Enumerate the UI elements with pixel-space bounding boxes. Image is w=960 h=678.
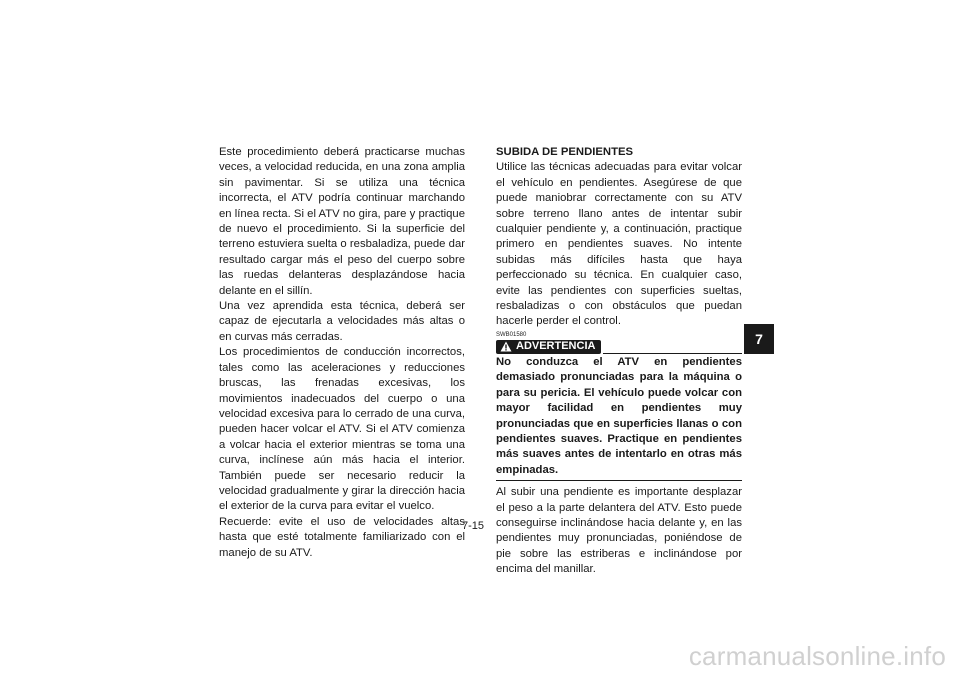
chapter-tab: 7 xyxy=(744,324,774,354)
divider xyxy=(496,480,742,481)
reference-code: SWB01580 xyxy=(496,331,527,338)
right-column xyxy=(496,145,742,578)
warning-header xyxy=(496,340,742,354)
paragraph: Este procedimiento deberá practicarse muchas veces, a velocidad reducida, en una zona amplia sin pavimentar. Si se utiliza una técnica incorrecta, el ATV podría continuar marchando en línea recta. Si el ATV no gira, pare y practique de nuevo el procedimiento. Si la superficie del terreno estuviera suelta o resbaladiza, puede dar resultado cargar más el peso del cuerpo sobre las ruedas delanteras desplazándose hacia delante en el sillín. xyxy=(219,146,465,297)
divider xyxy=(603,353,742,354)
page-number: 7-15 xyxy=(462,520,485,532)
warning-label: ADVERTENCIA xyxy=(516,340,596,353)
watermark: carmanualsonline.info xyxy=(688,641,946,671)
paragraph: Recuerde: evite el uso de velocidades altas hasta que esté totalmente familiarizado con el manejo de su ATV. xyxy=(219,515,465,559)
warning-badge xyxy=(496,340,601,354)
paragraph: Utilice las técnicas adecuadas para evitar volcar el vehículo en pendientes. Asegúrese de que puede maniobrar correctamente con su ATV sobre terreno llano antes de intentar subir cualquier pendiente y, a continuación, practique primero en pendientes suaves. No intente subidas más difíciles hasta que haya perfeccionado su técnica. En cualquier caso, evite las pendientes con superficies sueltas, resbaladizas o con obstáculos que puedan hacerle perder el control. xyxy=(496,161,742,328)
warning-triangle-icon xyxy=(500,341,512,352)
section-heading: SUBIDA DE PENDIENTES xyxy=(496,146,634,158)
paragraph: Una vez aprendida esta técnica, deberá ser capaz de ejecutarla a velocidades más altas o en curvas más cerradas. xyxy=(219,300,465,343)
left-column xyxy=(219,145,465,561)
paragraph: Al subir una pendiente es importante desplazar el peso a la parte delantera del ATV. Esto puede conseguirse inclinándose hacia delante y, en las pendientes muy pronunciadas, poniéndose de pie sobre las estriberas e inclinándose por encima del manillar. xyxy=(496,486,742,576)
paragraph: Los procedimientos de conducción incorrectos, tales como las aceleraciones y reducciones bruscas, las frenadas excesivas, los movimientos inadecuados del cuerpo o una velocidad excesiva para lo cerrado de una curva, pueden hacer volcar el ATV. Si el ATV comienza a volcar hacia el exterior mientras se toma una curva, inclínese aún más hacia el interior. También puede ser necesario reducir la velocidad gradualmente y girar la dirección hacia el exterior de la curva para evitar el vuelco. xyxy=(219,346,465,513)
warning-text: No conduzca el ATV en pendientes demasiado pronunciadas para la máquina o para su pericia. El vehículo puede volcar con mayor facilidad en pendientes muy pronunciadas que en superficies llanas o con pendientes suaves. Practique en pendientes más suaves antes de intentarlo en otras más empinadas. xyxy=(496,355,742,476)
